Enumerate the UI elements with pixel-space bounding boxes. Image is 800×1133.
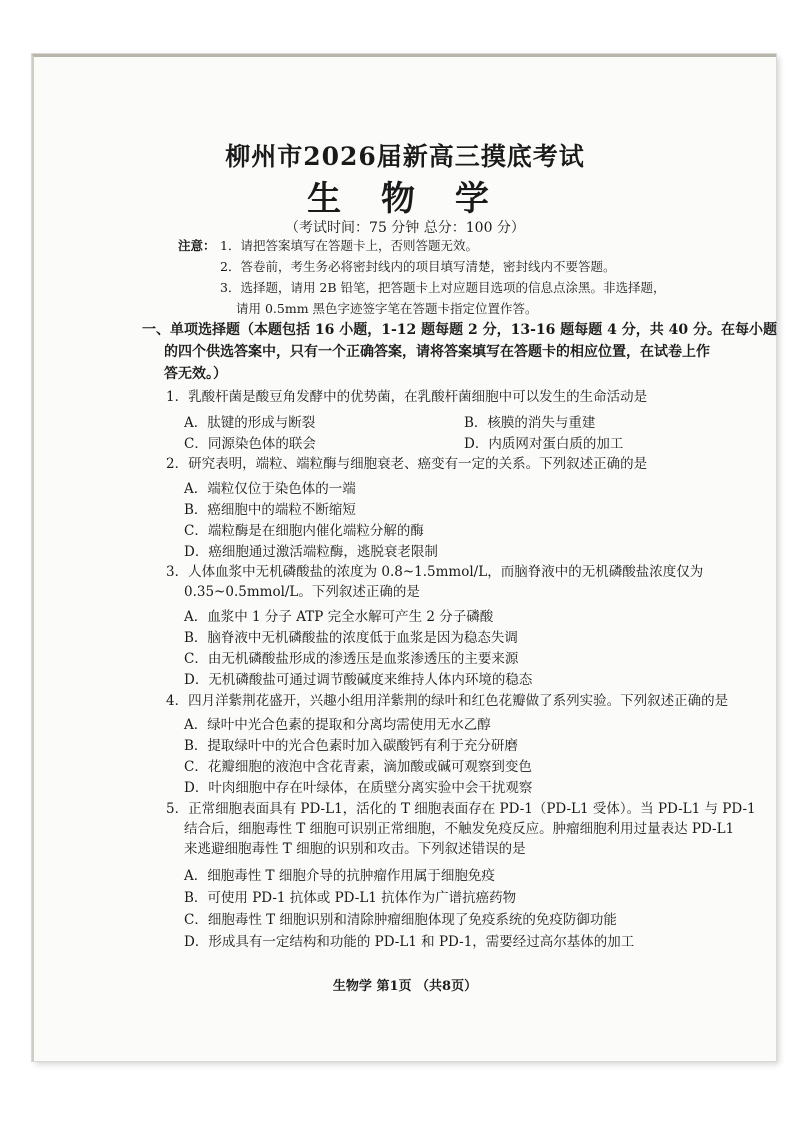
question-stem: 2．研究表明，端粒、端粒酶与细胞衰老、癌变有一定的关系。下列叙述正确的是 [166, 456, 648, 472]
option: A．细胞毒性 T 细胞介导的抗肿瘤作用属于细胞免疫 [184, 868, 495, 884]
question-stem-cont: 来逃避细胞毒性 T 细胞的识别和攻击。下列叙述错误的是 [184, 841, 526, 857]
question-stem-cont: 0.35~0.5mmol/L。下列叙述正确的是 [184, 584, 420, 600]
note-item: 1．请把答案填写在答题卡上，否则答题无效。 [220, 238, 478, 253]
section-heading [142, 319, 777, 385]
question-stem-cont: 结合后，细胞毒性 T 细胞可识别正常细胞，不触发免疫反应。肿瘤细胞利用过量表达 PD-L1 [184, 821, 735, 837]
note-item: 请用 0.5mm 黑色字迹签字笔在答题卡指定位置作答。 [236, 301, 538, 316]
question-stem: 5．正常细胞表面具有 PD-L1，活化的 T 细胞表面存在 PD-1（PD-L1 受体）。当 PD-L1 与 PD-1 [166, 801, 756, 817]
question-2 [166, 454, 766, 474]
option: D．内质网对蛋白质的加工 [464, 436, 624, 452]
notes-block [178, 235, 666, 319]
option: A．绿叶中光合色素的提取和分离均需使用无水乙醇 [184, 717, 491, 733]
question-1 [166, 387, 766, 407]
exam-page [32, 54, 776, 1061]
question-4 [166, 691, 766, 711]
option: D．形成具有一定结构和功能的 PD-L1 和 PD-1，需要经过高尔基体的加工 [184, 934, 635, 950]
option: A．肽键的形成与断裂 [184, 415, 316, 431]
section-line: 答无效。） [164, 366, 227, 382]
question-stem: 4．四月洋紫荆花盛开，兴趣小组用洋紫荆的绿叶和红色花瓣做了系列实验。下列叙述正确的是 [166, 693, 729, 709]
option: C．细胞毒性 T 细胞识别和清除肿瘤细胞体现了免疫系统的免疫防御功能 [184, 912, 617, 928]
section-line: 一、单项选择题（本题包括 16 小题，1-12 题每题 2 分，13-16 题每题 4 分，共 40 分。在每小题 [142, 322, 777, 338]
option: D．叶肉细胞中存在叶绿体，在质壁分离实验中会干扰观察 [184, 780, 533, 796]
page-footer: 生物学 第1页 （共8页） [332, 979, 478, 994]
option: B．可使用 PD-1 抗体或 PD-L1 抗体作为广谱抗癌药物 [184, 890, 517, 906]
option: B．提取绿叶中的光合色素时加入碳酸钙有利于充分研磨 [184, 738, 518, 754]
question-5 [166, 799, 766, 859]
question-3 [166, 562, 766, 602]
section-line: 的四个供选答案中，只有一个正确答案，请将答案填写在答题卡的相应位置，在试卷上作 [164, 344, 710, 360]
option: A．血浆中 1 分子 ATP 完全水解可产生 2 分子磷酸 [184, 609, 494, 625]
exam-title: 柳州市2026届新高三摸底考试 [225, 142, 585, 171]
option: B．癌细胞中的端粒不断缩短 [184, 502, 356, 518]
option: B．脑脊液中无机磷酸盐的浓度低于血浆是因为稳态失调 [184, 630, 518, 646]
subject-title: 生 物 学 [307, 179, 503, 219]
question-stem: 1．乳酸杆菌是酸豆角发酵中的优势菌，在乳酸杆菌细胞中可以发生的生命活动是 [166, 389, 648, 405]
option: A．端粒仅位于染色体的一端 [184, 481, 356, 497]
option: C．由无机磷酸盐形成的渗透压是血浆渗透压的主要来源 [184, 651, 519, 667]
option: C．端粒酶是在细胞内催化端粒分解的酶 [184, 523, 424, 539]
option: C．同源染色体的联会 [184, 436, 316, 452]
option: C．花瓣细胞的液泡中含花青素，滴加酸或碱可观察到变色 [184, 759, 532, 775]
option: B．核膜的消失与重建 [464, 415, 596, 431]
option: D．癌细胞通过激活端粒酶，逃脱衰老限制 [184, 544, 438, 560]
exam-meta: （考试时间：75 分钟 总分：100 分） [285, 220, 525, 236]
option: D．无机磷酸盐可通过调节酸碱度来维持人体内环境的稳态 [184, 672, 533, 688]
note-item: 3．选择题，请用 2B 铅笔，把答题卡上对应题目选项的信息点涂黑。非选择题， [220, 280, 666, 295]
question-stem: 3．人体血浆中无机磷酸盐的浓度为 0.8~1.5mmol/L，而脑脊液中的无机磷酸盐浓度仅为 [166, 564, 704, 580]
notes-label: 注意： [178, 238, 216, 253]
note-item: 2．答卷前，考生务必将密封线内的项目填写清楚，密封线内不要答题。 [220, 259, 616, 274]
